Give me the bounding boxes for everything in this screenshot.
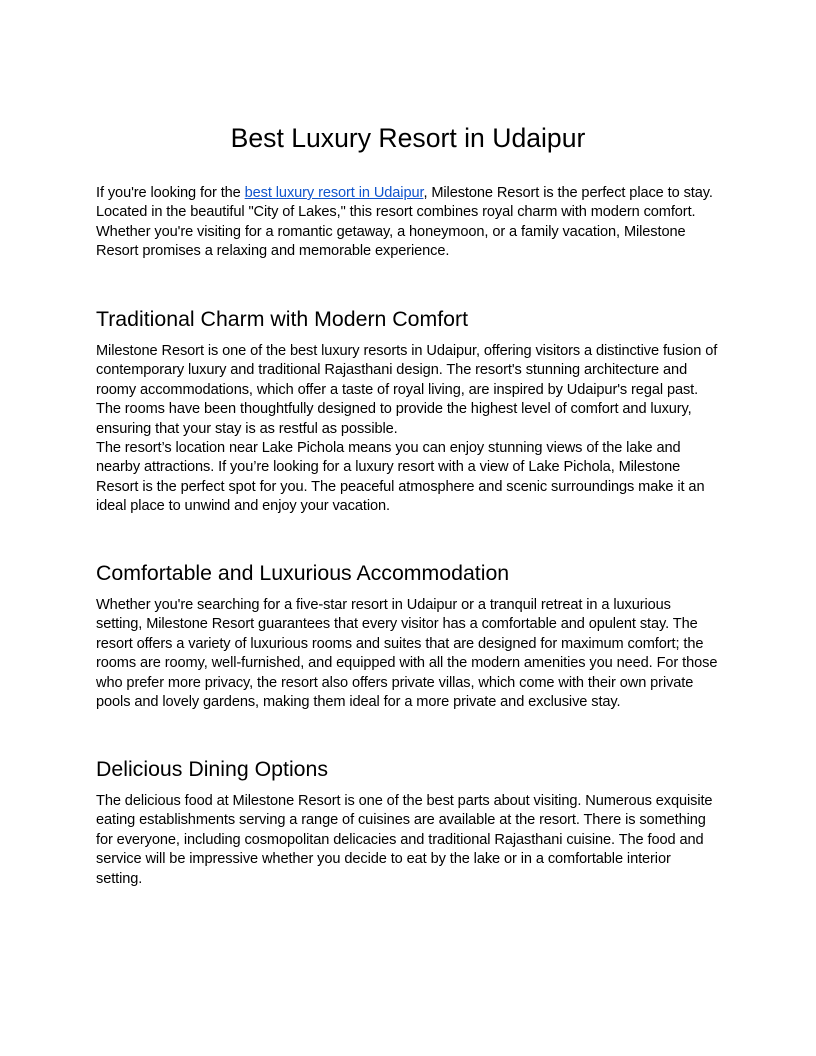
section-paragraph: Whether you're searching for a five-star resort in Udaipur or a tranquil retreat in a luxurious setting, Milestone Resort guarantees that every visitor has a comfortable and opulent stay. The resort offers a variety of luxurious rooms and suites that are designed for maximum comfort; the rooms are roomy, well-furnished, and equipped with all the modern amenities you need. For those who prefer more privacy, the resort also offers private villas, which come with their own private pools and lovely gardens, making them ideal for a more private and exclusive stay. bbox=[96, 597, 718, 711]
resort-link[interactable]: best luxury resort in Udaipur bbox=[244, 185, 424, 201]
document-title: Best Luxury Resort in Udaipur bbox=[230, 123, 586, 153]
section-paragraph: The delicious food at Milestone Resort is one of the best parts about visiting. Numerous exquisite eating establishments serving a range of cuisines are available at the resort. There is something for everyone, including cosmopolitan delicacies and traditional Rajasthani cuisine. The food and service will be impressive whether you decide to eat by the lake or in a comfortable interior setting. bbox=[96, 793, 713, 887]
section-paragraph: Milestone Resort is one of the best luxury resorts in Udaipur, offering visitors a distinctive fusion of contemporary luxury and traditional Rajasthani design. The resort's stunning architecture and roomy accommodations, which offer a taste of royal living, are inspired by Udaipur's regal past. The rooms have been thoughtfully designed to provide the highest level of comfort and luxury, ensuring that your stay is as restful as possible. bbox=[96, 343, 718, 437]
intro-text-after-link: , Milestone Resort is the perfect place to stay. Located in the beautiful "City of Lakes," this resort combines royal charm with modern comfort. Whether you're visiting for a romantic getaway, a honeymoon, or a family vacation, Milestone Resort promises a relaxing and memorable experience. bbox=[96, 185, 713, 260]
intro-paragraph bbox=[96, 184, 720, 262]
section-heading-dining: Delicious Dining Options bbox=[96, 757, 329, 781]
section-heading-accommodation: Comfortable and Luxurious Accommodation bbox=[96, 561, 510, 585]
section-heading-traditional-charm: Traditional Charm with Modern Comfort bbox=[96, 307, 469, 331]
intro-text-before-link: If you're looking for the bbox=[96, 185, 245, 201]
section-paragraph: The resort’s location near Lake Pichola means you can enjoy stunning views of the lake and nearby attractions. If you’re looking for a luxury resort with a view of Lake Pichola, Milestone Resort is the perfect spot for you. The peaceful atmosphere and scenic surroundings make it an ideal place to unwind and enjoy your vacation. bbox=[96, 440, 705, 515]
